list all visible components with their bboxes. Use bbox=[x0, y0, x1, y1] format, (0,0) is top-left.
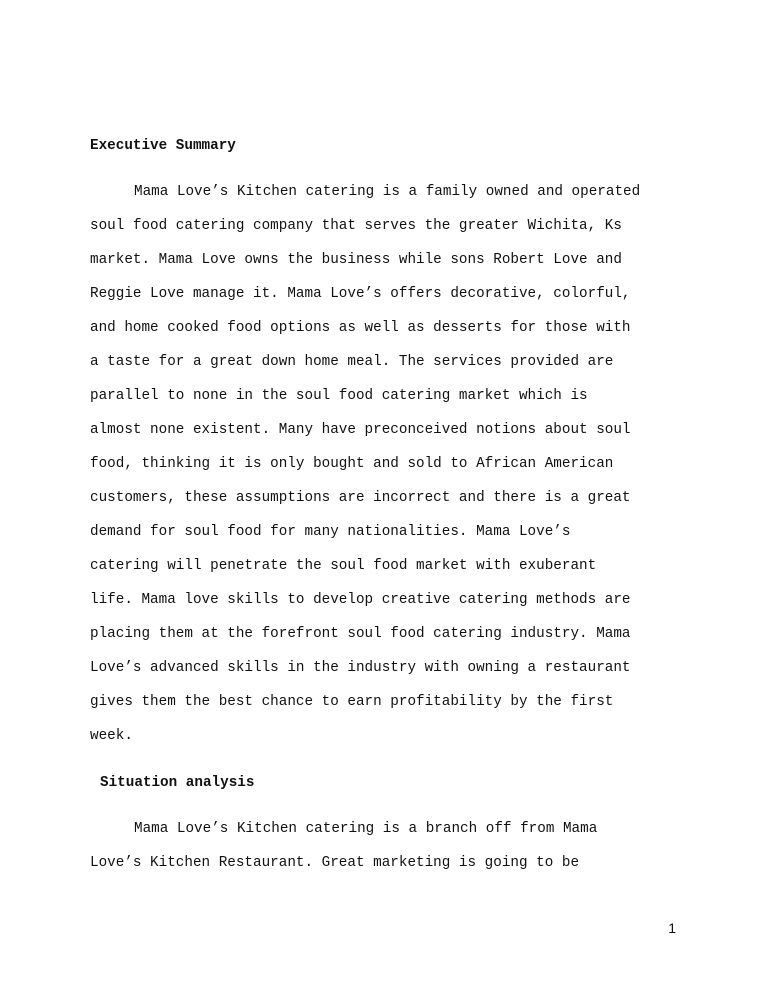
paragraph-line: market. Mama Love owns the business while sons Robert Love and bbox=[90, 252, 622, 268]
paragraph-line: Love’s advanced skills in the industry with owning a restaurant bbox=[90, 660, 631, 676]
section-heading-situation-analysis: Situation analysis bbox=[100, 775, 255, 791]
paragraph-line: life. Mama love skills to develop creative catering methods are bbox=[90, 592, 631, 608]
paragraph-line: food, thinking it is only bought and sold to African American bbox=[90, 456, 614, 472]
paragraph-line: Reggie Love manage it. Mama Love’s offers decorative, colorful, bbox=[90, 286, 631, 302]
paragraph-line: gives them the best chance to earn profitability by the first bbox=[90, 694, 614, 710]
paragraph-line: parallel to none in the soul food catering market which is bbox=[90, 388, 588, 404]
paragraph-line: almost none existent. Many have preconceived notions about soul bbox=[90, 422, 631, 438]
paragraph-line: and home cooked food options as well as desserts for those with bbox=[90, 320, 631, 336]
paragraph-line: catering will penetrate the soul food market with exuberant bbox=[90, 558, 597, 574]
page-number: 1 bbox=[668, 920, 676, 936]
section-heading-executive-summary: Executive Summary bbox=[90, 138, 236, 154]
paragraph-line: placing them at the forefront soul food catering industry. Mama bbox=[90, 626, 631, 642]
paragraph-line: customers, these assumptions are incorrect and there is a great bbox=[90, 490, 631, 506]
paragraph-line: Mama Love’s Kitchen catering is a branch off from Mama bbox=[134, 821, 598, 837]
paragraph-line: week. bbox=[90, 728, 133, 744]
paragraph-line: a taste for a great down home meal. The services provided are bbox=[90, 354, 614, 370]
paragraph-line: Love’s Kitchen Restaurant. Great marketing is going to be bbox=[90, 855, 580, 871]
paragraph-line: soul food catering company that serves the greater Wichita, Ks bbox=[90, 218, 622, 234]
paragraph-line: demand for soul food for many nationalities. Mama Love’s bbox=[90, 524, 571, 540]
paragraph-line: Mama Love’s Kitchen catering is a family owned and operated bbox=[134, 184, 641, 200]
